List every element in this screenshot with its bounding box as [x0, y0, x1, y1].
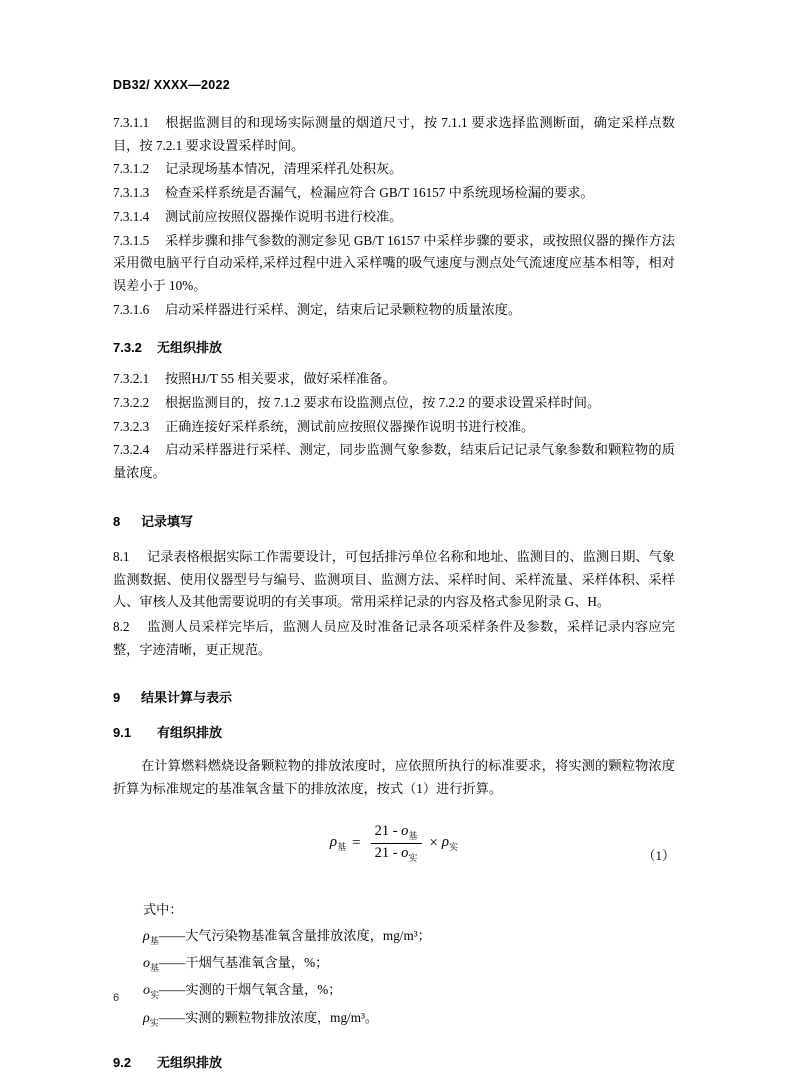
clause-7-3-1-6 — [113, 299, 675, 322]
clause-number: 7.3.2.2 — [113, 395, 150, 411]
legend-label: 式中： — [143, 901, 183, 917]
section-heading-9-1 — [113, 722, 675, 741]
legend-symbol: $o_基$ — [143, 955, 160, 973]
clause-7-3-2-4 — [113, 439, 675, 484]
clause-7-3-1-5 — [113, 230, 675, 298]
section-title: 记录填写 — [141, 513, 194, 529]
formula-row — [113, 823, 675, 881]
paragraph-number: 8.2 — [113, 618, 130, 634]
document-header-code: DB32/ XXXX—2022 — [113, 78, 231, 92]
clause-number: 7.3.1.6 — [113, 301, 150, 317]
clause-7-3-1-2 — [113, 158, 675, 181]
section-number: 8 — [113, 513, 121, 529]
section-number: 7.3.2 — [113, 340, 142, 356]
legend-item-rho-base — [143, 923, 675, 950]
clause-7-3-1-3 — [113, 182, 675, 205]
legend-text: ——实测的颗粒物排放浓度，mg/m³。 — [158, 1009, 379, 1025]
fraction-numerator: $21 - o_基$ — [371, 823, 422, 844]
legend-text: ——大气污染物基准氧含量排放浓度，mg/m³； — [158, 927, 431, 943]
fraction-denominator: $21 - o_实$ — [374, 844, 418, 863]
legend-symbol: $\rho_实$ — [143, 1010, 159, 1028]
clause-7-3-2-1 — [113, 368, 675, 391]
multiplication-sign: × — [429, 834, 438, 851]
clause-text: 采样步骤和排气参数的测定参见 GB/T 16157 中采样步骤的要求，或按照仪器的操作方法采用微电脑平行自动采样,采样过程中进入采样嘴的吸气速度与测点处气流速度应基本相等，相对误差小于 10%。 — [113, 232, 675, 293]
clause-text: 根据监测目的，按 7.1.2 要求布设监测点位，按 7.2.2 的要求设置采样时间。 — [165, 395, 601, 411]
section-number: 9 — [113, 690, 121, 706]
section-title: 有组织排放 — [157, 725, 223, 741]
section-heading-9-2 — [113, 1052, 675, 1071]
clause-text: 检查采样系统是否漏气，检漏应符合 GB/T 16157 中系统现场检漏的要求。 — [165, 185, 594, 201]
formula-expression — [330, 823, 458, 864]
section-title: 结果计算与表示 — [141, 690, 233, 706]
clause-text: 正确连接好采样系统，测试前应按照仪器操作说明书进行校准。 — [165, 418, 535, 434]
clause-number: 7.3.1.3 — [113, 185, 150, 201]
formula-fraction — [371, 823, 422, 864]
clause-text: 启动采样器进行采样、测定，同步监测气象参数，结束后记记录气象参数和颗粒物的质量浓度。 — [113, 442, 675, 481]
legend-item-o-actual — [143, 977, 675, 1004]
equals-sign: = — [352, 834, 361, 851]
clause-7-3-1-1 — [113, 112, 675, 157]
clause-number: 7.3.1.4 — [113, 208, 150, 224]
paragraph-text: 记录表格根据实际工作需要设计，可包括排污单位名称和地址、监测目的、监测日期、气象监测数据、使用仪器型号与编号、监测项目、监测方法、采样时间、采样流量、采样体积、采样人、审核人及其他需要说明的有关事项。常用采样记录的内容及格式参见附录 G、H。 — [113, 548, 675, 610]
clause-text: 记录现场基本情况，清理采样孔处积灰。 — [165, 161, 403, 177]
legend-symbol: $\rho_基$ — [143, 928, 159, 946]
page-number: 6 — [113, 992, 120, 1004]
page-content — [113, 78, 675, 1083]
clause-number: 7.3.1.2 — [113, 161, 150, 177]
clause-number: 7.3.1.5 — [113, 232, 150, 248]
section-heading-9 — [113, 687, 675, 706]
legend-item-rho-actual — [143, 1005, 675, 1032]
clause-text: 按照HJ/T 55 相关要求，做好采样准备。 — [165, 371, 396, 387]
paragraph-text: 监测人员采样完毕后，监测人员应及时准备记录各项采样条件及参数，采样记录内容应完整，字迹清晰，更正规范。 — [113, 618, 675, 657]
clause-text: 测试前应按照仪器操作说明书进行校准。 — [165, 208, 403, 224]
clause-7-3-2-3 — [113, 416, 675, 439]
clause-number: 7.3.2.1 — [113, 371, 150, 387]
formula-lhs: $\rho_基$ — [329, 833, 347, 852]
formula-legend — [143, 897, 675, 1032]
paragraph-9-1-body: 在计算燃料燃烧设备颗粒物的排放浓度时，应依照所执行的标准要求，将实测的颗粒物浓度折算为标准规定的基准氧含量下的排放浓度，按式（1）进行折算。 — [113, 758, 675, 797]
section-heading-7-3-2 — [113, 337, 675, 356]
clause-7-3-1-4 — [113, 206, 675, 229]
paragraph-8-1 — [113, 546, 675, 614]
legend-symbol: $o_实$ — [143, 983, 160, 1000]
section-heading-8 — [113, 511, 675, 530]
formula-rhs: $\rho_实$ — [441, 833, 459, 852]
clause-text: 根据监测目的和现场实际测量的烟道尺寸，按 7.1.1 要求选择监测断面，确定采样点数目，按 7.2.1 要求设置采样时间。 — [113, 115, 675, 153]
legend-text: ——实测的干烟气氧含量，%； — [159, 982, 342, 998]
clause-number: 7.3.1.1 — [113, 115, 150, 130]
paragraph-8-2 — [113, 616, 675, 661]
paragraph-number: 8.1 — [113, 548, 130, 564]
legend-text: ——干烟气基准氧含量，%； — [159, 954, 329, 970]
clause-7-3-2-2 — [113, 392, 675, 415]
clause-number: 7.3.2.4 — [113, 442, 150, 458]
section-title: 无组织排放 — [157, 340, 223, 356]
clause-number: 7.3.2.3 — [113, 418, 150, 434]
section-number: 9.2 — [113, 1054, 132, 1070]
section-title: 无组织排放 — [157, 1054, 223, 1070]
section-number: 9.1 — [113, 725, 132, 741]
clause-text: 启动采样器进行采样、测定，结束后记录颗粒物的质量浓度。 — [165, 301, 522, 317]
formula-number: （1） — [642, 847, 675, 863]
legend-item-o-base — [143, 950, 675, 977]
